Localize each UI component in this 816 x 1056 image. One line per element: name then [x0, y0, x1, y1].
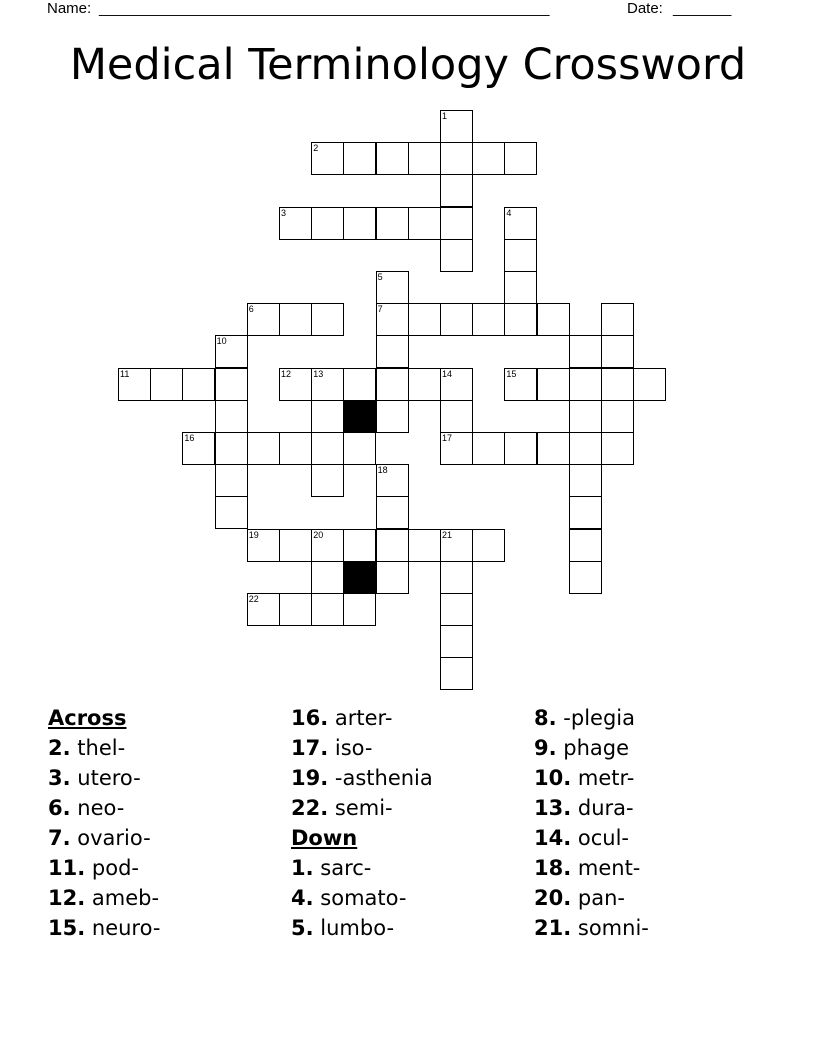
grid-cell[interactable]	[440, 561, 473, 594]
clue-item	[534, 913, 774, 943]
grid-cell[interactable]	[376, 368, 409, 401]
grid-cell[interactable]	[376, 496, 409, 529]
grid-cell[interactable]	[247, 593, 280, 626]
grid-cell[interactable]	[215, 464, 248, 497]
clue-number: 11.	[48, 856, 86, 880]
grid-cell[interactable]	[601, 303, 634, 336]
clue-text: ocul-	[577, 826, 630, 850]
grid-cell[interactable]	[633, 368, 666, 401]
grid-cell[interactable]	[472, 303, 505, 336]
grid-cell[interactable]	[440, 400, 473, 433]
grid-cell[interactable]	[504, 207, 537, 240]
grid-cell[interactable]	[376, 335, 409, 368]
grid-cell[interactable]	[311, 529, 344, 562]
clue-text: arter-	[334, 706, 393, 730]
grid-cell[interactable]	[440, 529, 473, 562]
grid-cell[interactable]	[440, 303, 473, 336]
clue-number: 18.	[534, 856, 572, 880]
clue-item	[534, 883, 774, 913]
black-cell	[343, 400, 376, 433]
cell-number: 1	[442, 111, 448, 121]
grid-cell[interactable]	[601, 432, 634, 465]
clue-number: 7.	[48, 826, 71, 850]
clue-section-heading	[291, 823, 531, 853]
name-blank[interactable]: ______________________________________________________	[99, 0, 550, 17]
clue-item	[291, 913, 531, 943]
grid-cell[interactable]	[343, 432, 376, 465]
grid-cell[interactable]	[440, 368, 473, 401]
clue-number: 13.	[534, 796, 572, 820]
grid-cell[interactable]	[440, 239, 473, 272]
clue-item	[48, 763, 288, 793]
grid-cell[interactable]	[376, 400, 409, 433]
grid-cell[interactable]	[537, 303, 570, 336]
grid-cell[interactable]	[569, 400, 602, 433]
clue-item	[534, 793, 774, 823]
clue-text: ameb-	[91, 886, 160, 910]
grid-cell[interactable]	[182, 368, 215, 401]
cell-number: 4	[506, 207, 512, 218]
grid-cell[interactable]	[311, 142, 344, 175]
date-label: Date:	[627, 0, 663, 17]
clue-text: thel-	[77, 736, 126, 760]
clue-number: 15.	[48, 916, 86, 940]
clue-number: 3.	[48, 766, 71, 790]
grid-cell[interactable]	[601, 368, 634, 401]
header-line	[47, 0, 747, 18]
grid-cell[interactable]	[247, 529, 280, 562]
grid-cell[interactable]	[311, 561, 344, 594]
clue-text: somato-	[320, 886, 407, 910]
grid-cell[interactable]	[408, 207, 441, 240]
grid-cell[interactable]	[537, 368, 570, 401]
clue-text: ovario-	[77, 826, 151, 850]
clue-text: pod-	[91, 856, 139, 880]
grid-cell[interactable]	[311, 303, 344, 336]
grid-cell[interactable]	[472, 432, 505, 465]
clue-number: 8.	[534, 706, 557, 730]
cell-number: 18	[377, 465, 388, 476]
grid-cell[interactable]	[343, 142, 376, 175]
clue-item	[48, 823, 288, 853]
clue-number: 10.	[534, 766, 572, 790]
clue-item	[291, 883, 531, 913]
grid-cell[interactable]	[215, 496, 248, 529]
grid-cell[interactable]	[343, 593, 376, 626]
grid-cell[interactable]	[569, 496, 602, 529]
grid-cell[interactable]	[182, 432, 215, 465]
clue-item	[534, 733, 774, 763]
grid-cell[interactable]	[215, 400, 248, 433]
cell-number: 10	[216, 336, 227, 347]
grid-cell[interactable]	[569, 464, 602, 497]
grid-cell[interactable]	[504, 142, 537, 175]
cell-number: 20	[313, 529, 324, 540]
grid-cell[interactable]	[376, 529, 409, 562]
grid-cell[interactable]	[118, 368, 151, 401]
clue-text: sarc-	[320, 856, 372, 880]
clues-column-2	[291, 703, 531, 943]
clue-item	[48, 913, 288, 943]
clue-number: 14.	[534, 826, 572, 850]
clue-text: pan-	[577, 886, 625, 910]
grid-cell[interactable]	[215, 432, 248, 465]
grid-cell[interactable]	[376, 142, 409, 175]
cell-number: 11	[120, 368, 130, 379]
clue-text: lumbo-	[320, 916, 395, 940]
grid-cell[interactable]	[311, 464, 344, 497]
grid-cell[interactable]	[440, 625, 473, 658]
date-blank[interactable]: _______	[673, 0, 732, 17]
grid-cell[interactable]	[343, 207, 376, 240]
clue-text: -plegia	[563, 706, 635, 730]
grid-cell[interactable]	[279, 529, 312, 562]
clue-item	[534, 853, 774, 883]
clue-number: 16.	[291, 706, 329, 730]
clue-text: neo-	[77, 796, 125, 820]
grid-cell[interactable]	[504, 239, 537, 272]
clue-text: ment-	[577, 856, 641, 880]
clue-item	[291, 793, 531, 823]
clues-column-1	[48, 703, 288, 943]
grid-cell[interactable]	[504, 432, 537, 465]
cell-number: 14	[442, 368, 453, 379]
grid-cell[interactable]	[343, 368, 376, 401]
grid-cell[interactable]	[601, 335, 634, 368]
clue-text: -asthenia	[334, 766, 433, 790]
grid-cell[interactable]	[440, 174, 473, 207]
grid-cell[interactable]	[408, 142, 441, 175]
clue-text: utero-	[77, 766, 141, 790]
grid-cell[interactable]	[569, 529, 602, 562]
grid-cell[interactable]	[440, 110, 473, 143]
page-title: Medical Terminology Crossword	[69, 40, 747, 90]
cell-number: 5	[377, 272, 383, 282]
clue-number: 6.	[48, 796, 71, 820]
grid-cell[interactable]	[440, 207, 473, 240]
grid-cell[interactable]	[376, 271, 409, 304]
clue-number: 2.	[48, 736, 71, 760]
grid-cell[interactable]	[440, 432, 473, 465]
clue-item	[291, 733, 531, 763]
grid-cell[interactable]	[215, 368, 248, 401]
cell-number: 3	[281, 207, 287, 218]
clue-item	[48, 853, 288, 883]
clue-number: 9.	[534, 736, 557, 760]
clue-text: neuro-	[91, 916, 161, 940]
grid-cell[interactable]	[569, 368, 602, 401]
clue-text: iso-	[334, 736, 373, 760]
cell-number: 2	[313, 143, 319, 154]
clue-number: 19.	[291, 766, 329, 790]
grid-cell[interactable]	[376, 303, 409, 336]
clue-item	[291, 853, 531, 883]
grid-cell[interactable]	[537, 432, 570, 465]
name-label: Name:	[47, 0, 92, 17]
clue-number: 4.	[291, 886, 314, 910]
grid-cell[interactable]	[247, 303, 280, 336]
cell-number: 17	[442, 433, 453, 443]
clue-heading-text: Across	[48, 706, 127, 730]
grid-cell[interactable]	[215, 335, 248, 368]
clue-number: 12.	[48, 886, 86, 910]
clue-item	[48, 793, 288, 823]
grid-cell[interactable]	[408, 303, 441, 336]
grid-cell[interactable]	[311, 207, 344, 240]
cell-number: 21	[442, 529, 453, 540]
clue-text: metr-	[577, 766, 635, 790]
grid-cell[interactable]	[569, 561, 602, 594]
clue-text: somni-	[577, 916, 649, 940]
grid-cell[interactable]	[279, 593, 312, 626]
clue-item	[291, 763, 531, 793]
grid-cell[interactable]	[311, 400, 344, 433]
grid-cell[interactable]	[504, 271, 537, 304]
clue-item	[534, 763, 774, 793]
clue-item	[534, 823, 774, 853]
black-cell	[343, 561, 376, 594]
grid-cell[interactable]	[504, 368, 537, 401]
cell-number: 19	[248, 529, 259, 540]
grid-cell[interactable]	[279, 207, 312, 240]
clue-item	[534, 703, 774, 733]
grid-cell[interactable]	[279, 432, 312, 465]
clue-number: 17.	[291, 736, 329, 760]
grid-cell[interactable]	[376, 207, 409, 240]
clue-text: dura-	[577, 796, 634, 820]
grid-cell[interactable]	[472, 529, 505, 562]
grid-cell[interactable]	[408, 368, 441, 401]
clue-number: 21.	[534, 916, 572, 940]
cell-number: 22	[248, 594, 259, 604]
clue-item	[291, 703, 531, 733]
grid-cell[interactable]	[569, 335, 602, 368]
grid-cell[interactable]	[311, 368, 344, 401]
clue-item	[48, 883, 288, 913]
clue-item	[48, 733, 288, 763]
clue-text: semi-	[334, 796, 393, 820]
grid-cell[interactable]	[343, 529, 376, 562]
grid-cell[interactable]	[311, 432, 344, 465]
clue-heading-text: Down	[291, 826, 358, 850]
cell-number: 16	[184, 433, 195, 443]
cell-number: 7	[377, 304, 383, 315]
grid-cell[interactable]	[440, 142, 473, 175]
clue-number: 5.	[291, 916, 314, 940]
grid-cell[interactable]	[601, 400, 634, 433]
cell-number: 6	[248, 304, 254, 315]
grid-cell[interactable]	[504, 303, 537, 336]
grid-cell[interactable]	[279, 303, 312, 336]
cell-number: 15	[506, 368, 517, 379]
clue-number: 22.	[291, 796, 329, 820]
clue-number: 1.	[291, 856, 314, 880]
grid-cell[interactable]	[311, 593, 344, 626]
cell-number: 13	[313, 368, 324, 379]
grid-cell[interactable]	[440, 593, 473, 626]
clue-text: phage	[563, 736, 630, 760]
grid-cell[interactable]	[472, 142, 505, 175]
grid-cell[interactable]	[247, 432, 280, 465]
grid-cell[interactable]	[376, 561, 409, 594]
grid-cell[interactable]	[279, 368, 312, 401]
cell-number: 12	[281, 368, 292, 379]
grid-cell[interactable]	[376, 464, 409, 497]
grid-cell[interactable]	[408, 529, 441, 562]
clue-section-heading	[48, 703, 288, 733]
clues-column-3	[534, 703, 774, 943]
grid-cell[interactable]	[440, 657, 473, 690]
grid-cell[interactable]	[150, 368, 183, 401]
clue-number: 20.	[534, 886, 572, 910]
grid-cell[interactable]	[569, 432, 602, 465]
